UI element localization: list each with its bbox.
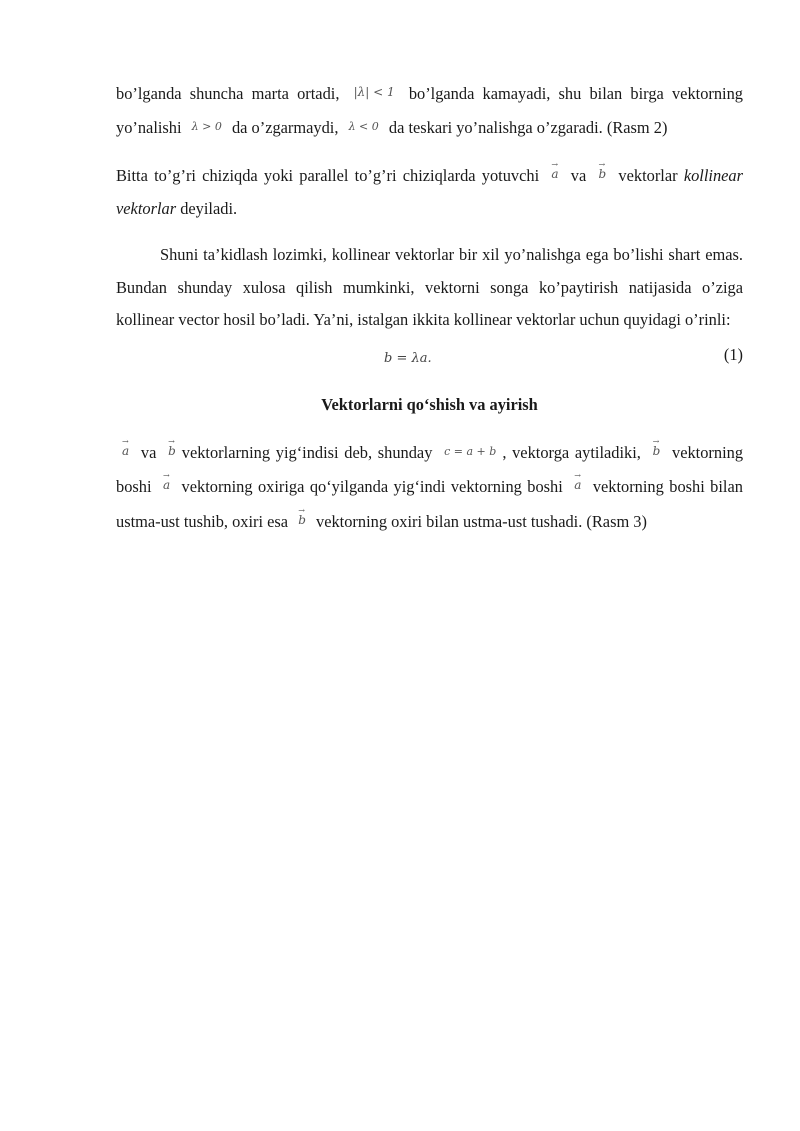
text-segment: bo’lganda shuncha marta ortadi, (116, 84, 340, 103)
emphasis-term: kollinear vektorlar (116, 166, 743, 218)
math-vector-a (157, 469, 176, 502)
vector-a-symbol: → a (122, 435, 129, 468)
math-abs-lambda-less-one: |λ| < 1 (353, 85, 395, 99)
vector-b-symbol: → b (298, 504, 306, 537)
equation-text: b = λa (384, 350, 428, 366)
math-vector-a (545, 158, 564, 191)
section-heading: Vektorlarni qo‘shish va ayirish (321, 394, 538, 414)
math-lambda-positive: λ > 0 (191, 119, 222, 133)
math-vector-b (292, 504, 312, 537)
vector-b-symbol: → b (653, 435, 661, 468)
paragraph-collinear-definition (116, 158, 743, 225)
text-segment: deyiladi. (180, 198, 238, 218)
text-segment: Bitta to’g’ri chiziqda yoki parallel to’g’ri chiziqlarda yotuvchi (116, 166, 540, 185)
text-segment: va (140, 442, 157, 462)
text-segment: da teskari yo’nalishga o’zgaradi. (Rasm 2) (388, 117, 668, 137)
text-segment: vektorlar (618, 166, 678, 185)
vector-a-symbol: → a (551, 158, 558, 191)
vector-a-symbol: → a (163, 469, 170, 502)
math-vector-a (116, 435, 135, 468)
equation-number: (1) (723, 344, 743, 364)
text-segment: vektorning boshi (116, 442, 744, 496)
text-segment: vektorlarning yig‘indisi deb, shunday (181, 442, 433, 462)
equation-row (116, 339, 743, 379)
text-segment: va (570, 166, 587, 185)
vector-a-symbol: → a (574, 469, 581, 502)
text-segment: vektorning oxiriga qo‘yilganda yig‘indi vektorning boshi (181, 477, 563, 496)
vector-b-symbol: → b (598, 158, 606, 191)
math-vector-sum: c = a + b (444, 444, 497, 458)
paragraph-scaling (116, 76, 743, 144)
text-segment: bo’lganda kamayadi, shu bilan birga vektorning yo’nalishi (116, 84, 743, 137)
document-page (116, 76, 743, 538)
equation-formula: b = λa. (384, 350, 432, 366)
math-lambda-negative: λ < 0 (348, 119, 379, 133)
text-segment: da o’zgarmaydi, (231, 117, 339, 137)
text-segment: , vektorga aytiladiki, (502, 442, 641, 462)
math-vector-b (592, 158, 612, 191)
math-vector-a (568, 469, 587, 502)
paragraph-vector-addition (116, 435, 743, 539)
paragraph-collinear-note: Shuni ta’kidlash lozimki, kollinear vektorlar bir xil yo’nalishga ega bo’lishi shart emas. Bundan shunday xulosa qilish mumkinki, vektorni songa ko’paytirish natijasida o’ziga kollinear vector hosil bo’ladi. Ya’ni, istalgan ikkita kollinear vektorlar uchun quyidagi o’rinli: (116, 245, 743, 329)
text-segment: vektorning oxiri bilan ustma-ust tushadi. (Rasm 3) (316, 511, 647, 531)
vector-b-symbol: → b (168, 435, 176, 468)
text-segment: vektorning boshi bilan ustma-ust tushib, oxiri esa (116, 477, 743, 531)
math-vector-b (647, 435, 667, 468)
